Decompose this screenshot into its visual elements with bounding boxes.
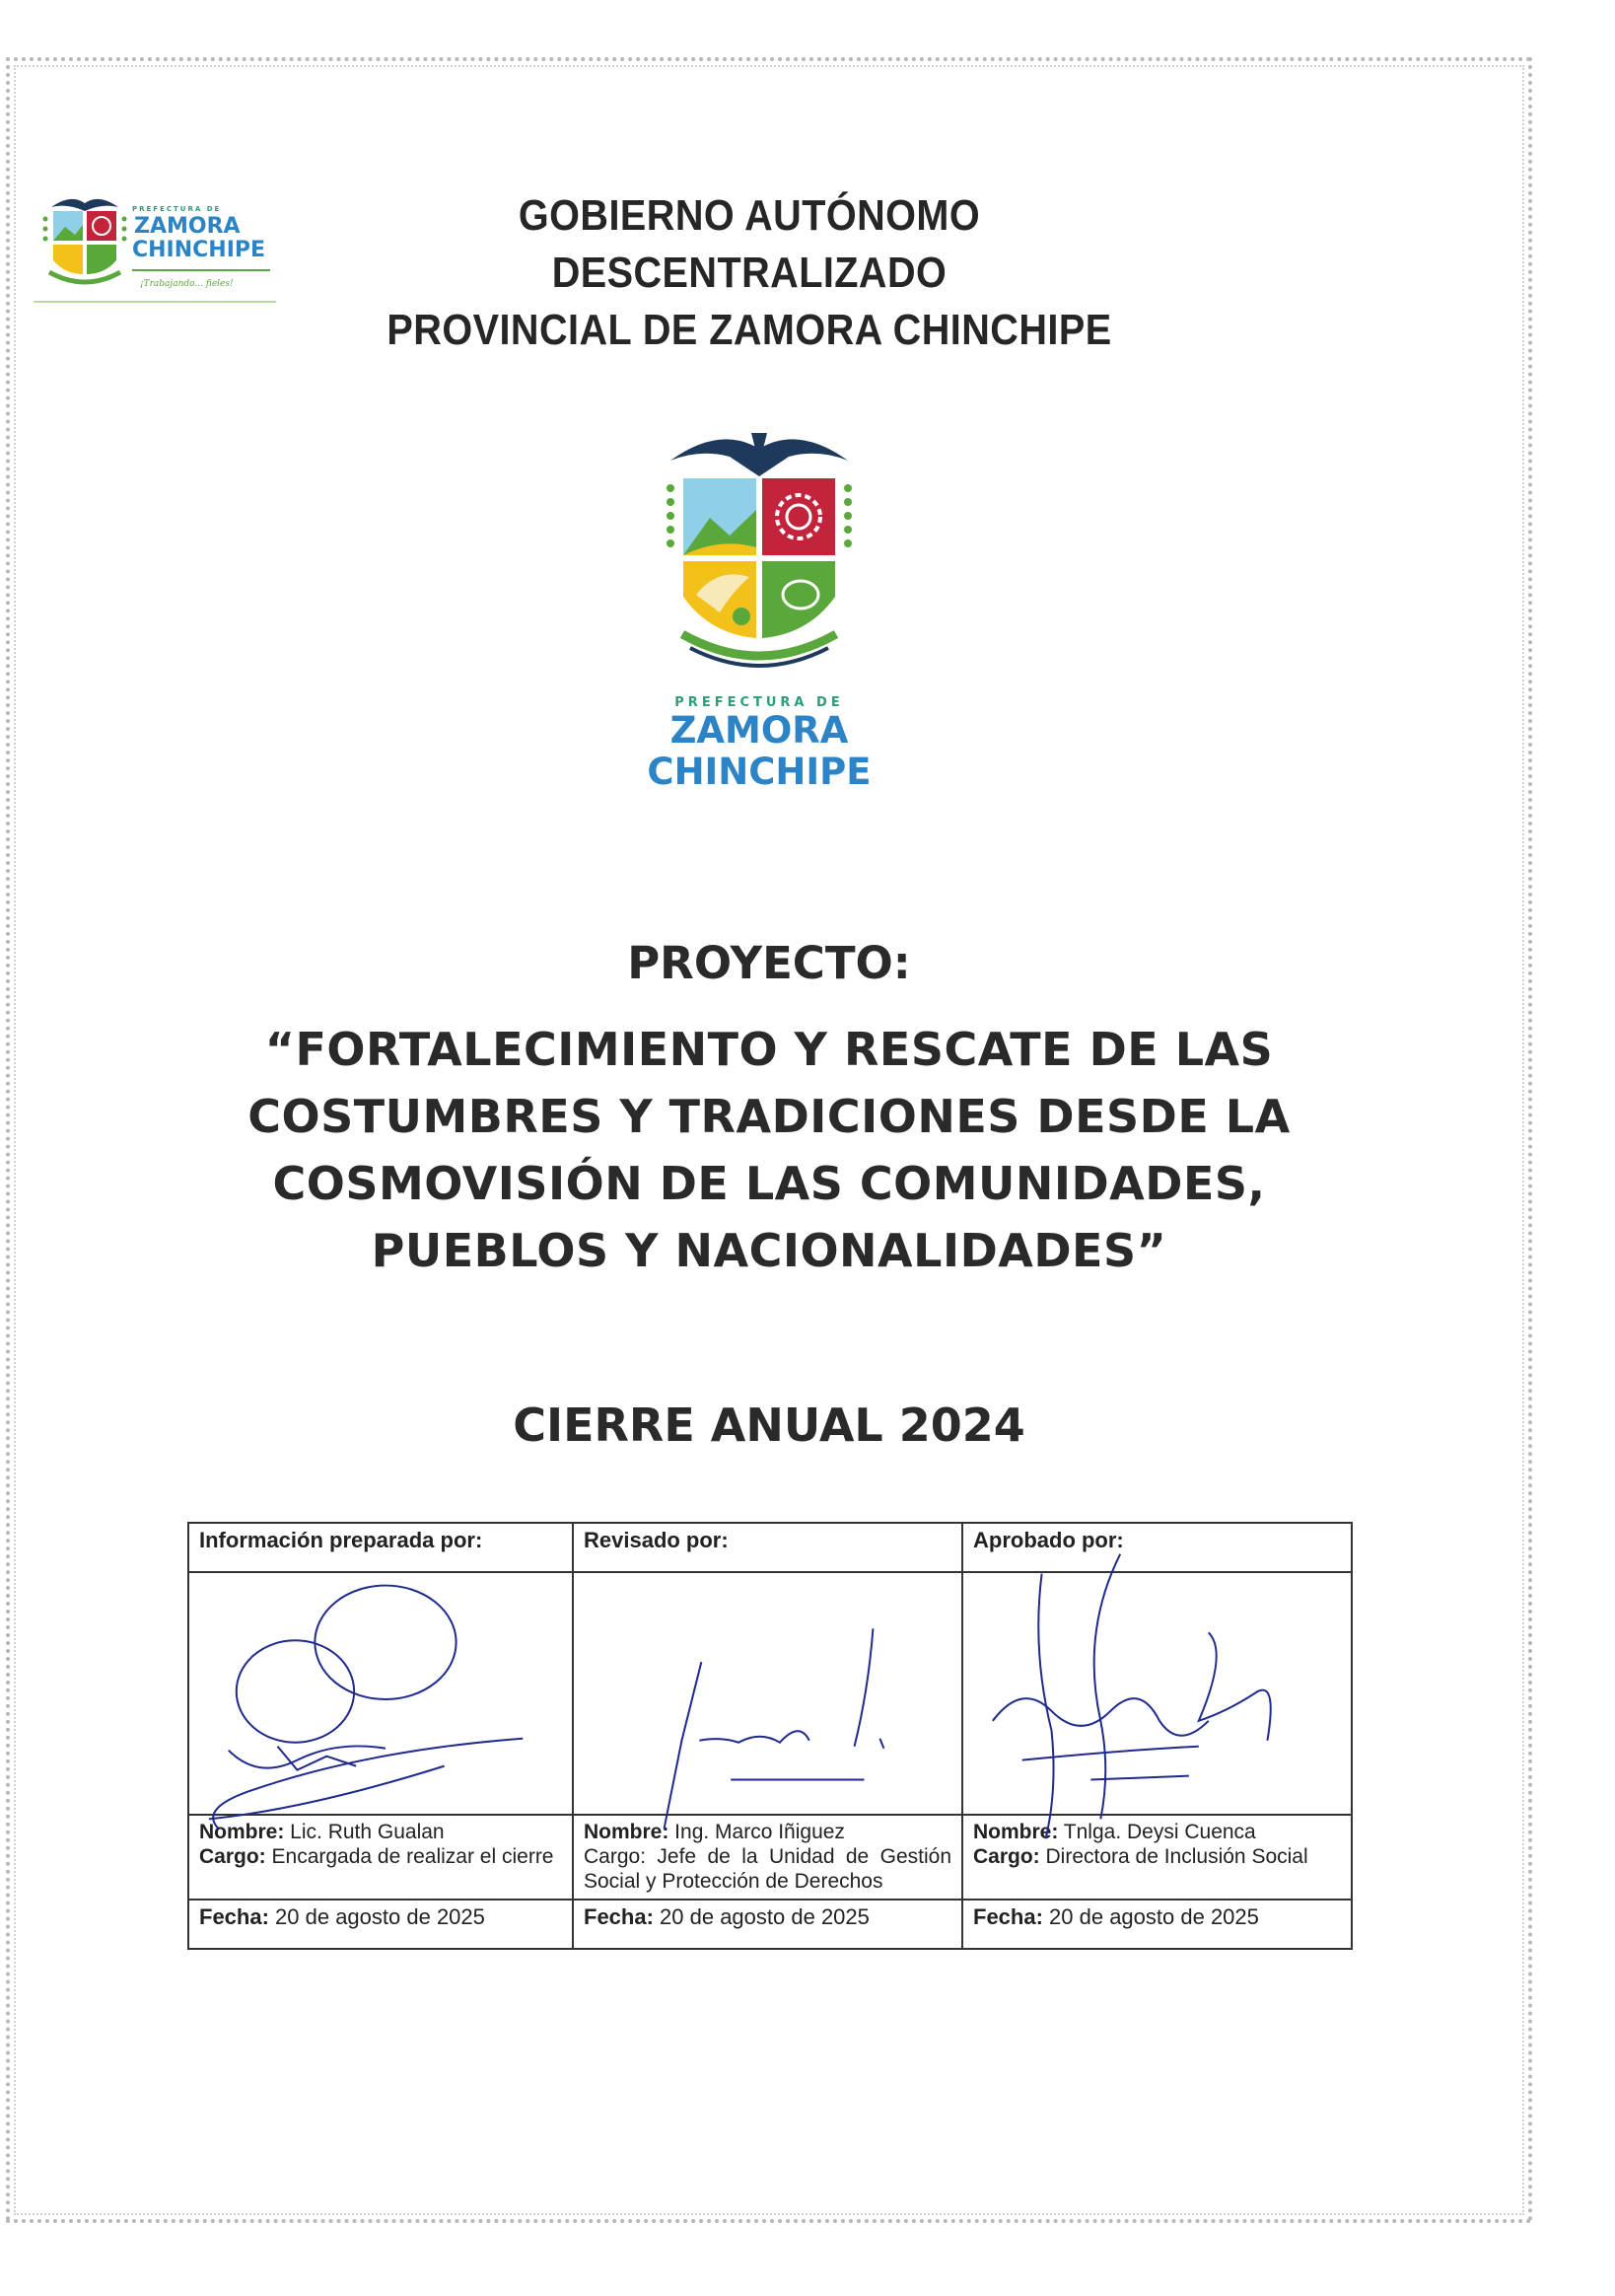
- prepared-signature-mark: [189, 1573, 572, 1814]
- project-label: PROYECTO:: [627, 937, 911, 989]
- signature-header-row: [188, 1523, 1352, 1572]
- header-logo-tagline: ¡Trabajando... fieles!: [140, 279, 234, 289]
- emblem-caption: PREFECTURA DE: [674, 695, 844, 710]
- signature-table: [187, 1522, 1353, 1950]
- prepared-details: [188, 1815, 573, 1900]
- prepared-role-label: Cargo:: [199, 1845, 266, 1868]
- approved-date-cell: [962, 1900, 1352, 1949]
- header-title-line-2: PROVINCIAL DE ZAMORA CHINCHIPE: [386, 306, 1112, 354]
- emblem-name-line-2: CHINCHIPE: [647, 751, 872, 793]
- approved-role: Directora de Inclusión Social: [1039, 1845, 1308, 1868]
- prepared-signature: [188, 1572, 573, 1815]
- header-logo-caption: PREFECTURA DE: [132, 205, 222, 213]
- header-logo: [34, 189, 276, 308]
- reviewed-date-cell: [573, 1900, 962, 1949]
- reviewed-header: Revisado por:: [573, 1523, 962, 1572]
- approved-signature: [962, 1572, 1352, 1815]
- reviewed-role: Jefe de la Unidad de Gestión Social y Protección de Derechos: [584, 1845, 951, 1893]
- emblem-name-line-1: ZAMORA: [669, 709, 849, 752]
- project-title-line-2: COSTUMBRES Y TRADICIONES DESDE LA: [247, 1090, 1291, 1143]
- reviewed-signature: [573, 1572, 962, 1815]
- approved-role-label: Cargo:: [973, 1845, 1040, 1868]
- prepared-date: 20 de agosto de 2025: [268, 1904, 485, 1929]
- signature-row: [188, 1572, 1352, 1815]
- approved-date-label: Fecha:: [973, 1904, 1043, 1929]
- closing-title: CIERRE ANUAL 2024: [513, 1399, 1025, 1452]
- project-title-line-1: “FORTALECIMIENTO Y RESCATE DE LAS: [264, 1023, 1274, 1076]
- reviewed-signature-mark: [574, 1573, 961, 1814]
- emblem-name: [523, 710, 996, 793]
- project-title: [158, 1016, 1380, 1284]
- project-title-line-3: COSMOVISIÓN DE LAS COMUNIDADES,: [272, 1157, 1266, 1210]
- reviewed-date: 20 de agosto de 2025: [653, 1904, 870, 1929]
- approved-name: Tnlga. Deysi Cuenca: [1058, 1821, 1256, 1843]
- reviewed-role-label: Cargo:: [584, 1845, 647, 1868]
- header-logo-name-1: ZAMORA: [134, 214, 241, 239]
- reviewed-name: Ing. Marco Iñiguez: [668, 1821, 845, 1843]
- approved-details: [962, 1815, 1352, 1900]
- prepared-name: Lic. Ruth Gualan: [284, 1821, 445, 1843]
- approved-name-label: Nombre:: [973, 1821, 1059, 1843]
- approved-header: Aprobado por:: [962, 1523, 1352, 1572]
- approved-date: 20 de agosto de 2025: [1042, 1904, 1259, 1929]
- signature-date-row: [188, 1900, 1352, 1949]
- signature-name-row: [188, 1815, 1352, 1900]
- prepared-header: Información preparada por:: [188, 1523, 573, 1572]
- prepared-role: Encargada de realizar el cierre: [265, 1845, 554, 1868]
- project-title-line-4: PUEBLOS Y NACIONALIDADES”: [371, 1224, 1167, 1277]
- prepared-date-cell: [188, 1900, 573, 1949]
- approved-signature-mark: [963, 1573, 1351, 1814]
- header-logo-name-2: CHINCHIPE: [132, 238, 266, 262]
- reviewed-details: [573, 1815, 962, 1900]
- prepared-name-label: Nombre:: [199, 1821, 285, 1843]
- header-title: [341, 187, 1158, 359]
- reviewed-name-label: Nombre:: [584, 1821, 669, 1843]
- reviewed-date-label: Fecha:: [584, 1904, 654, 1929]
- header-title-line-1: GOBIERNO AUTÓNOMO DESCENTRALIZADO: [518, 191, 981, 297]
- prepared-date-label: Fecha:: [199, 1904, 269, 1929]
